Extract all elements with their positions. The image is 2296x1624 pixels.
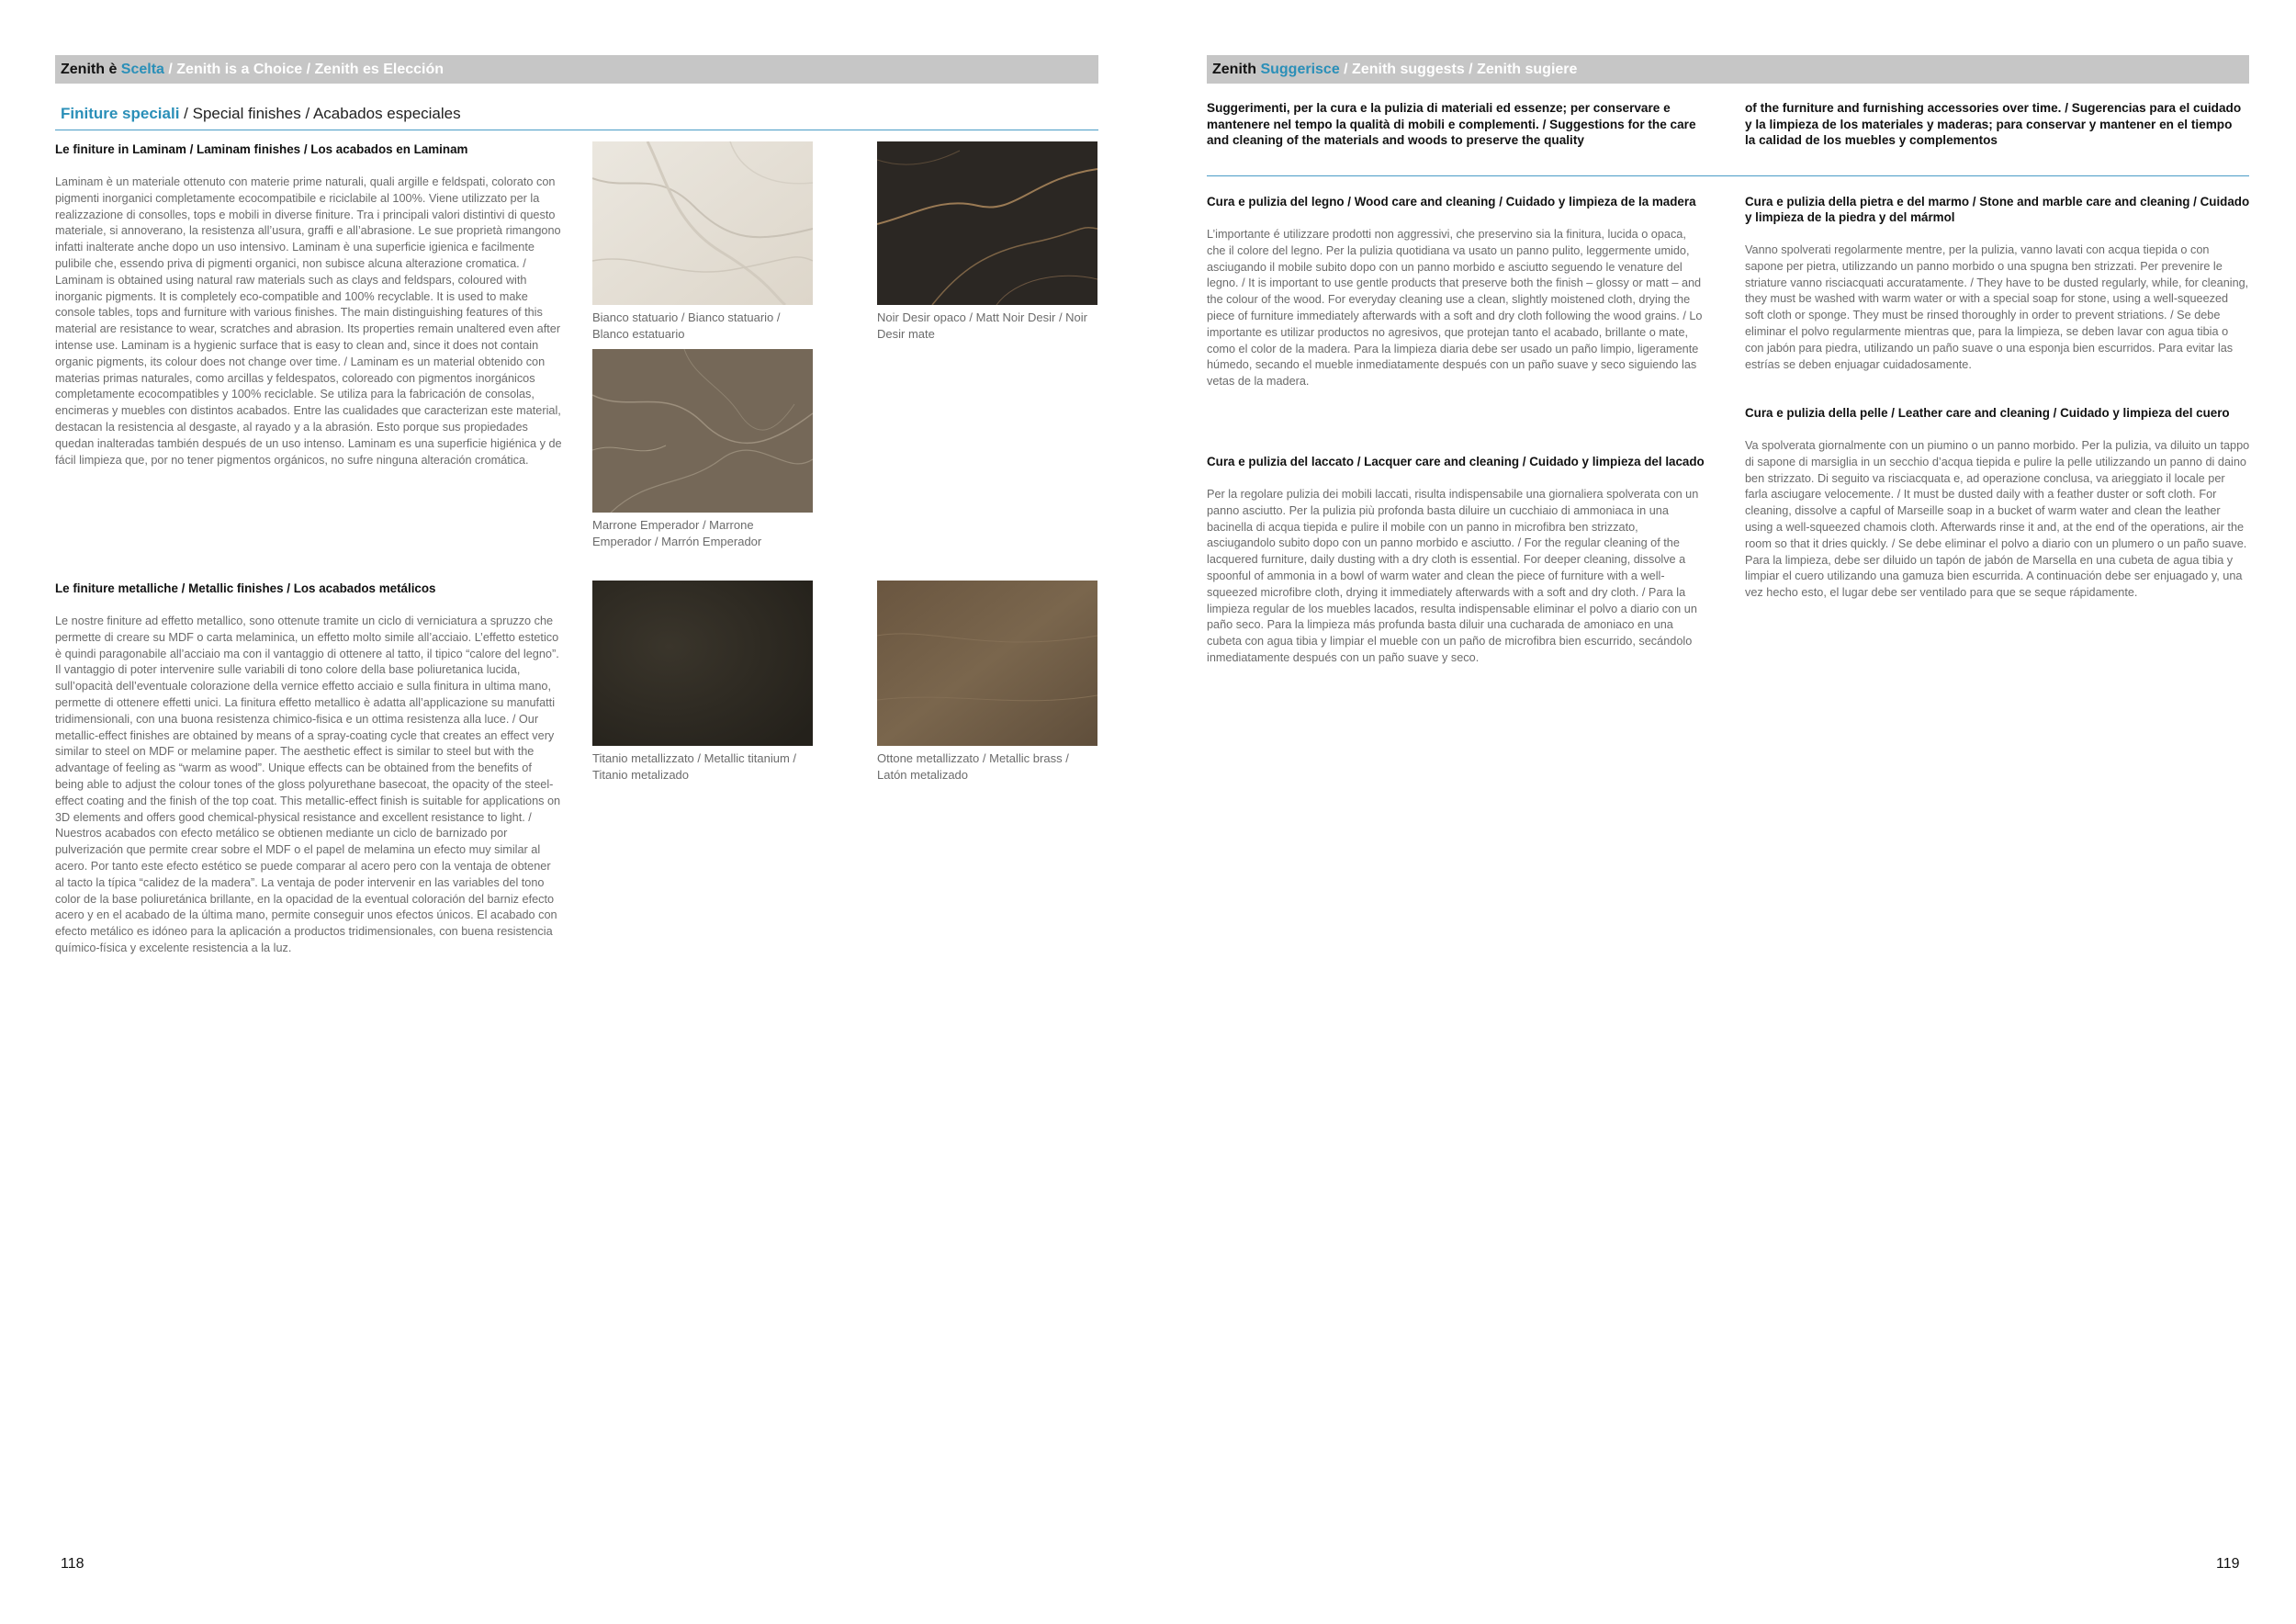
metallic-title: Le finiture metalliche / Metallic finishes / Los acabados metálicos [55,581,436,595]
wood-block [1207,194,1707,390]
metallic-body: Le nostre finiture ad effetto metallico, sono ottenute tramite un ciclo di verniciatura a spruzzo che permette di creare su MDF o carta melaminica, un effetto molto simile all’acciaio. L’effetto estetico è quindi paragonabile all’acciaio ma con il vantaggio di ottenere al tatto, il tipico “calore del legno”. Il vantaggio di poter intervenire sulle variabili di tono colore della base poliuretanica lucida, sull’opacità dell’eventuale colorazione della vernice effetto acciaio e sulla finitura in ultima mano, permette di ottenere effetti unici. La finitura effetto metallico è adatta all’applicazione su manufatti tridimensionali, con una buona resistenza chimico-fisica e un ottima resistenza alla luce. / Our metallic-effect finishes are obtained by means of a spray-coating cycle that creates an effect very similar to steel on MDF or melamine paper. The aesthetic effect is similar to steel but with the advantage of feeling as “warm as wood”. Unique effects can be obtained from the benefits of being able to adjust the colour tones of the gloss polyurethane basecoat, the opacity of the steel-effect coating and the finish of the top coat. This metallic-effect finish is suitable for applications on 3D elements and offers good chemical-physical resistance and excellent resistance to light. / Nuestros acabados con efecto metálico se obtienen mediante un ciclo de barnizado por pulverización que permite crear sobre el MDF o el papel de melamina un efecto muy similar al acero. Por tanto este efecto estético se puede comparar al acero pero con la ventaja de obtener al tacto la típica “calidez de la madera”. La ventaja de poder intervenir en las variables del tono color de la base poliuretánica brillante, en la opacidad de la eventual coloración del barniz efecto acero y en el acabado de la última mano, permite conseguir unos efectos únicos. El acabado con efecto metálico es idóneo para la aplicación a productos tridimensionales, con buena resistencia químico-física y excelente resistencia a la luz. [55,615,561,954]
leather-block [1745,405,2250,602]
lacquer-block [1207,454,1707,667]
laminam-title: Le finiture in Laminam / Laminam finishes / Los acabados en Laminam [55,142,468,156]
intro-right: of the furniture and furnishing accessories over time. / Sugerencias para el cuidado y la limpieza de los materiales y maderas; para conservar y mantener en el tiempo la calidad de los muebles y complementos [1745,101,2242,147]
intro-rule [1207,175,2249,176]
header-accent: Scelta [120,62,164,77]
swatch-marrone-emperador [592,349,813,550]
swatch-noir-desir [877,141,1097,343]
header-brand: Zenith è [61,62,118,77]
left-header-bar [55,55,1098,84]
header-rest: / Zenith suggests / Zenith sugiere [1339,62,1578,77]
leather-body: Va spolverata giornalmente con un piumino o un panno morbido. Per la pulizia, va diluito un tappo di sapone di marsiglia in un secchio d’acqua tiepida e pulire la pelle utilizzando un panno di daino ben strizzato. Di seguito va risciacquata e, ad operazione conclusa, va arieggiato il locale per farla asciugare velocemente. / It must be dusted daily with a feather duster or soft cloth. For cleaning, dissolve a capful of Marseille soap in a bucket of warm water and clean the leather using a well-squeezed chamois cloth. Afterwards rinse it and, at the end of the operations, air the room so that it dries quickly. / Se debe eliminar el polvo a diario con un plumero o un paño suave. Para la limpieza, debe ser diluido un tapón de jabón de Marsella en una cubeta de agua tibia y limpiar el cuero utilizando una gamuza bien escurrida. A continuación debe ser enjuagado y, una vez hecho esto, el lugar debe ser ventilado para que se seque rápidamente. [1745,439,2250,600]
stone-title: Cura e pulizia della pietra e del marmo / Stone and marble care and cleaning / Cuidado y limpieza de la piedra y del mármol [1745,195,2250,224]
swatch-caption: Titanio metallizzato / Metallic titanium / Titanio metalizado [592,751,797,782]
wood-title: Cura e pulizia del legno / Wood care and cleaning / Cuidado y limpieza de la madera [1207,195,1696,209]
swatch-caption: Marrone Emperador / Marrone Emperador / Marrón Emperador [592,518,762,548]
header-rest: / Zenith is a Choice / Zenith es Elección [163,62,445,77]
swatch-caption: Ottone metallizzato / Metallic brass / Latón metalizado [877,751,1069,782]
metallic-block [55,581,562,1038]
section-title-accent: Finiture speciali [61,105,180,122]
swatch-image [592,349,813,513]
header-accent: Suggerisce [1260,62,1340,77]
leather-title: Cura e pulizia della pelle / Leather care and cleaning / Cuidado y limpieza del cuero [1745,406,2230,420]
swatch-titanio [592,581,813,784]
stone-body: Vanno spolverati regolarmente mentre, per la pulizia, vanno lavati con acqua tiepida o con sapone per pietra, utilizzando un panno morbido o una spugna ben strizzati. Per prevenire le striature vanno risciacquati accuratamente. / They have to be dusted regularly, while, for cleaning, they must be washed with warm water or with a special soap for stone, using a well-squeezed soft cloth or sponge. They must be rinsed thoroughly in order to prevent striations. / Se debe eliminar el polvo regularmente mientras que, para la limpieza, se deben lavar con agua tibia o con jabón para piedra, utilizando un paño suave o una esponja bien escurridos. Para evitar las estrías se deben enjuagar cuidadosamente. [1745,243,2249,371]
swatch-ottone [877,581,1097,784]
wood-body: L’importante é utilizzare prodotti non aggressivi, che preservino sia la finitura, lucida o opaca, che il colore del legno. Per la pulizia quotidiana va usato un panno pulito, leggermente umido, asciugando il mobile subito dopo con un panno morbido e asciutto seguendo le venature del legno. / It is important to use gentle products that preserve both the finish – glossy or matt – and the colour of the wood. For everyday cleaning use a clean, slightly moistened cloth, drying the piece of furniture immediately afterwards with a soft and dry cloth following the wood grains. / Lo importante es utilizar productos no agresivos, que protejan tanto el acabado, brillante o mate, como el color de la madera. Para la limpieza diaria debe ser usado un paño limpio, ligeramente húmedo, secando el mueble inmediatamente después con un paño suave y seco siguiendo las vetas de la madera. [1207,228,1703,389]
swatch-bianco-statuario [592,141,813,343]
swatch-image [877,581,1097,746]
swatch-image [877,141,1097,305]
lacquer-body: Per la regolare pulizia dei mobili laccati, risulta indispensabile una giornaliera spolverata con un panno asciutto. Per la pulizia più profonda basta diluire un cucchiaio di ammoniaca in una bacinella di acqua tiepida e pulire il mobile con un panno in microfibra ben strizzato, asciugandolo subito dopo con un panno morbido e asciutto. / For the regular cleaning of the lacquered furniture, daily dusting with a dry cloth is essential. For deeper cleaning, dissolve a spoonful of ammonia in a bowl of warm water and clean the piece of furniture with a well-squeezed microfibre cloth, drying it immediately afterwards with a soft and dry cloth. / Para la limpieza regular de los muebles lacados, resulta indispensable eliminar el polvo a diario con un paño seco. Para la limpieza más profunda basta diluir una cucharada de amoniaco en una cubeta con agua tibia y limpiar el mueble con un paño de microfibra bien escurrido, secándolo inmediatamente después con un paño suave y seco. [1207,488,1699,664]
laminam-block [55,141,562,524]
stone-block [1745,194,2250,373]
swatch-caption: Noir Desir opaco / Matt Noir Desir / Noir Desir mate [877,310,1087,341]
intro-left: Suggerimenti, per la cura e la pulizia di materiali ed essenze; per conservare e mantenere nel tempo la qualità di mobili e complementi. / Suggestions for the care and cleaning of the materials and woods to preserve the quality [1207,101,1696,147]
swatch-caption: Bianco statuario / Bianco statuario / Blanco estatuario [592,310,781,341]
lacquer-title: Cura e pulizia del laccato / Lacquer care and cleaning / Cuidado y limpieza del lacado [1207,455,1705,468]
page-number-right: 119 [2216,1556,2240,1572]
page-number-left: 118 [61,1556,84,1572]
swatch-image [592,581,813,746]
right-header-bar [1207,55,2249,84]
swatch-image [592,141,813,305]
section-title [61,105,461,123]
laminam-body: Laminam è un materiale ottenuto con materie prime naturali, quali argille e feldspati, colorato con pigmenti inorganici completamente ecocompatibile e riciclabile al 100%. Viene utilizzato per la realizzazione di consolles, tops e mobili in diverse finiture. Tra i principali valori distintivi di questo materiale, si annoverano, la resistenza all’usura, graffi e all’abrasione. Le sue proprietà rimangono infatti inalterate anche dopo un uso intensivo. Laminam è una superficie igienica e facilmente pulibile che, essendo priva di pigmenti organici, non subisce alcuna alterazione cromatica. / Laminam is obtained using natural raw materials such as clays and feldspars, coloured with inorganic pigments. It is completely eco-compatible and 100% recyclable. It is used to make console tables, tops and furniture with various finishes. The main distinguishing features of this material are resistance to wear, scratches and abrasion. Its properties remain unaltered even after intense use. Laminam is a hygienic surface that is easy to clean and, since it does not contain organic pigments, its colour does not change over time. / Laminam es un material obtenido con materias primas naturales, como arcillas y feldespatos, coloreado con pigmentos inorgánicos completamente ecocompatibles y 100% reciclable. Se utiliza para la fabricación de consolas, encimeras y muebles con distintos acabados. Entre las cualidades que caracterizan este material, destacan la resistencia al desgaste, al rayado y a la abrasión. Esto porque sus propiedades quedan inalteradas también después de un uso intenso. Laminam es una superficie higiénica y de fácil limpieza que, por no tener pigmentos orgánicos, no sufre ninguna alteración cromática. [55,175,562,467]
header-brand: Zenith [1212,62,1256,77]
section-title-rest: / Special finishes / Acabados especiales [179,105,461,122]
